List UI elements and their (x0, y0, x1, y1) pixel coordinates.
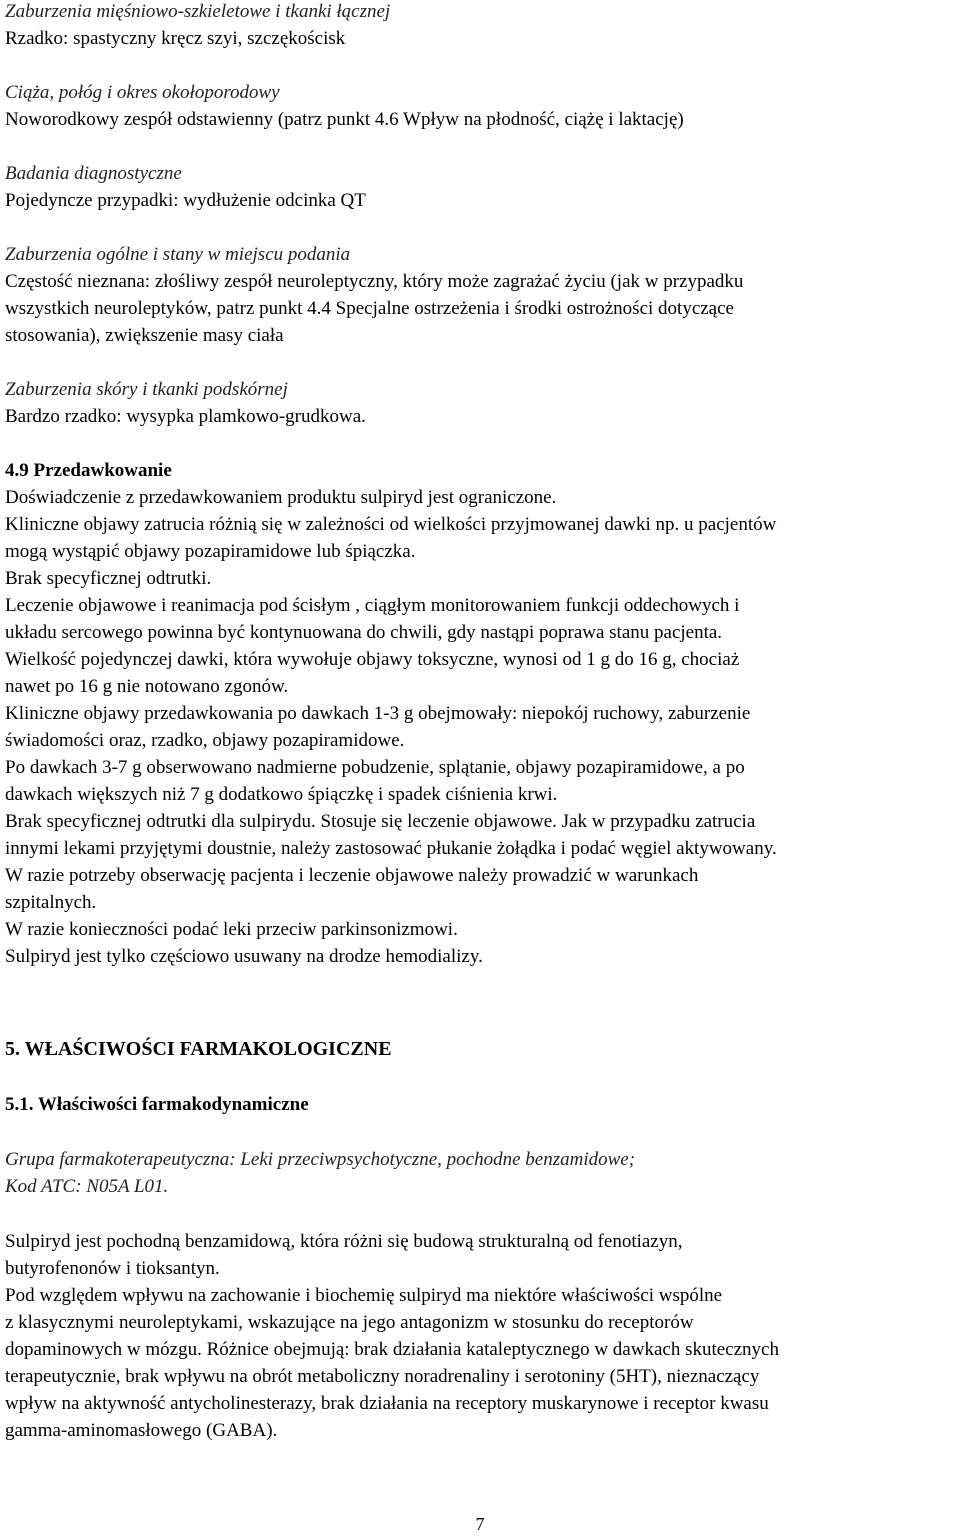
section-5-1-heading: 5.1. Właściwości farmakodynamiczne (5, 1094, 309, 1115)
section-5-heading: 5. WŁAŚCIWOŚCI FARMAKOLOGICZNE (5, 1038, 392, 1060)
section-5 (5, 1036, 955, 1444)
text-line: układu sercowego powinna być kontynuowana do chwili, gdy nastąpi poprawa stanu pacjenta. (5, 622, 723, 643)
text-line: Kliniczne objawy zatrucia różnią się w zależności od wielkości przyjmowanej dawki np. u pacjentów (5, 514, 777, 535)
page-number: 7 (475, 1514, 485, 1534)
text-line: Sulpiryd jest pochodną benzamidową, która różni się budową strukturalną od fenotiazyn, (5, 1231, 683, 1252)
section-heading: Badania diagnostyczne (5, 163, 182, 184)
section-text: Rzadko: spastyczny kręcz szyi, szczękościsk (5, 28, 346, 49)
adverse-general (5, 241, 955, 349)
section-heading: Ciąża, połóg i okres okołoporodowy (5, 82, 280, 103)
adverse-pregnancy (5, 79, 955, 133)
text-line: dawkach większych niż 7 g dodatkowo śpiączkę i spadek ciśnienia krwi. (5, 784, 558, 805)
section-heading: Zaburzenia mięśniowo-szkieletowe i tkanki łącznej (5, 1, 391, 22)
group-line: Grupa farmakoterapeutyczna: Leki przeciwpsychotyczne, pochodne benzamidowe; (5, 1149, 636, 1170)
text-line: świadomości oraz, rzadko, objawy pozapiramidowe. (5, 730, 405, 751)
section-text: Bardzo rzadko: wysypka plamkowo-grudkowa. (5, 406, 366, 427)
section-text: Pojedyncze przypadki: wydłużenie odcinka QT (5, 190, 366, 211)
section-text: Noworodkowy zespół odstawienny (patrz punkt 4.6 Wpływ na płodność, ciążę i laktację) (5, 109, 684, 130)
text-line: Sulpiryd jest tylko częściowo usuwany na drodze hemodializy. (5, 946, 483, 967)
text-line: Leczenie objawowe i reanimacja pod ścisłym , ciągłym monitorowaniem funkcji oddechowych i (5, 595, 740, 616)
group-line: Kod ATC: N05A L01. (5, 1176, 169, 1197)
adverse-musculoskeletal (5, 0, 955, 52)
text-line: terapeutycznie, brak wpływu na obrót metaboliczny noradrenaliny i serotoniny (5HT), nieznaczący (5, 1366, 760, 1387)
text-line: butyrofenonów i tioksantyn. (5, 1258, 220, 1279)
text-line: Po dawkach 3-7 g obserwowano nadmierne pobudzenie, splątanie, objawy pozapiramidowe, a po (5, 757, 745, 778)
text-line: dopaminowych w mózgu. Różnice obejmują: brak działania kataleptycznego w dawkach skutecznych (5, 1339, 779, 1360)
text-line: Brak specyficznej odtrutki. (5, 568, 212, 589)
text-line: gamma-aminomasłowego (GABA). (5, 1420, 278, 1441)
text-line: Doświadczenie z przedawkowaniem produktu sulpiryd jest ograniczone. (5, 487, 557, 508)
text-line: z klasycznymi neuroleptykami, wskazujące na jego antagonizm w stosunku do receptorów (5, 1312, 694, 1333)
text-line: W razie potrzeby obserwację pacjenta i leczenie objawowe należy prowadzić w warunkach (5, 865, 699, 886)
document-page (5, 0, 955, 1444)
overdose-section (5, 457, 955, 970)
text-line: Kliniczne objawy przedawkowania po dawkach 1-3 g obejmowały: niepokój ruchowy, zaburzenie (5, 703, 751, 724)
text-line: Wielkość pojedynczej dawki, która wywołuje objawy toksyczne, wynosi od 1 g do 16 g, chociaż (5, 649, 740, 670)
text-line: nawet po 16 g nie notowano zgonów. (5, 676, 289, 697)
text-line: mogą wystąpić objawy pozapiramidowe lub śpiączka. (5, 541, 416, 562)
text-line: Brak specyficznej odtrutki dla sulpirydu. Stosuje się leczenie objawowe. Jak w przypadku zatrucia (5, 811, 756, 832)
text-line: Częstość nieznana: złośliwy zespół neuroleptyczny, który może zagrażać życiu (jak w przypadku (5, 271, 744, 292)
adverse-diagnostics (5, 160, 955, 214)
section-heading: Zaburzenia skóry i tkanki podskórnej (5, 379, 288, 400)
text-line: Pod względem wpływu na zachowanie i biochemię sulpiryd ma niektóre właściwości wspólne (5, 1285, 723, 1306)
text-line: stosowania), zwiększenie masy ciała (5, 325, 284, 346)
text-line: szpitalnych. (5, 892, 97, 913)
text-line: W razie konieczności podać leki przeciw parkinsonizmowi. (5, 919, 458, 940)
text-line: wszystkich neuroleptyków, patrz punkt 4.4 Specjalne ostrzeżenia i środki ostrożności dotyczące (5, 298, 734, 319)
adverse-skin (5, 376, 955, 430)
section-heading: Zaburzenia ogólne i stany w miejscu podania (5, 244, 351, 265)
text-line: wpływ na aktywność antycholinesterazy, brak działania na receptory muskarynowe i receptor kwasu (5, 1393, 769, 1414)
overdose-heading: 4.9 Przedawkowanie (5, 460, 172, 481)
text-line: innymi lekami przyjętymi doustnie, należy zastosować płukanie żołądka i podać węgiel aktywowany. (5, 838, 777, 859)
